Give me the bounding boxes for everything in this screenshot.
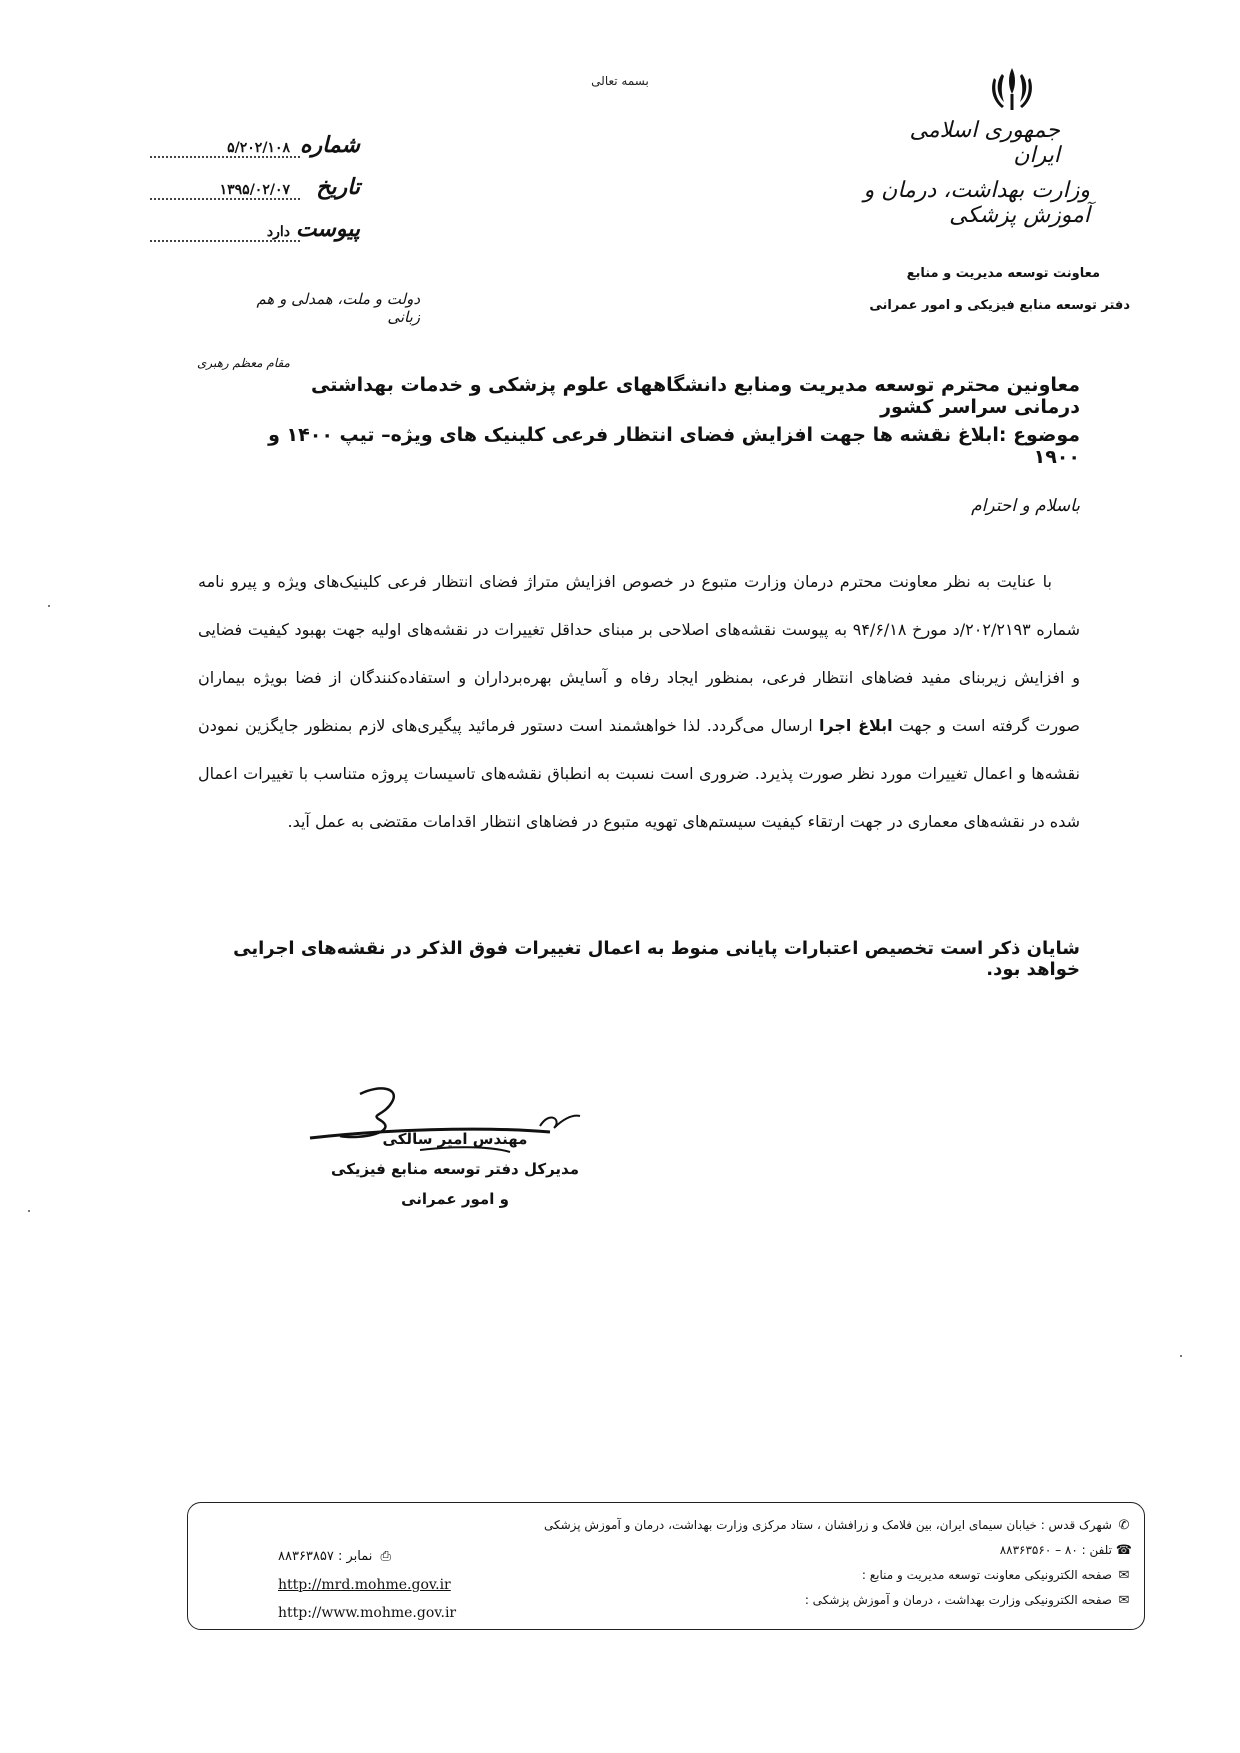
republic-title: جمهوری اسلامی ایران xyxy=(909,118,1060,168)
number-value: ۵/۲۰۲/۱۰۸ xyxy=(150,140,300,158)
email-icon: ✉ xyxy=(1118,1593,1130,1608)
greeting: باسلام و احترام xyxy=(971,496,1080,516)
fax-icon: ⎙ xyxy=(380,1549,391,1564)
fax-row xyxy=(278,1543,498,1571)
signature-block xyxy=(330,1124,580,1214)
letter-meta xyxy=(150,132,360,258)
department-block xyxy=(800,258,1130,322)
footer-deputy-site-row xyxy=(492,1563,1132,1588)
signer-name: مهندس امیر سالکی xyxy=(382,1130,528,1148)
body-paragraph xyxy=(198,558,1080,846)
deputy-name: معاونت توسعه مدیریت و منابع xyxy=(906,266,1100,281)
scan-speck xyxy=(48,605,50,607)
phone-icon: ☎ xyxy=(1115,1543,1132,1558)
footer-phone: تلفن : ۸۰ – ۸۸۳۶۳۵۶۰ xyxy=(999,1543,1112,1557)
date-label: تاریخ xyxy=(316,174,360,200)
deputy-url-link[interactable]: http://mrd.mohme.gov.ir xyxy=(278,1577,451,1593)
footer-address-row xyxy=(492,1513,1132,1538)
email-icon: ✉ xyxy=(1118,1568,1130,1583)
scan-speck xyxy=(28,1210,30,1212)
footer-contact xyxy=(492,1513,1132,1613)
letter-body xyxy=(198,558,1080,846)
annual-slogan: دولت و ملت، همدلی و هم زبانی xyxy=(256,290,420,326)
fax-number: نمابر : ۸۸۳۶۳۸۵۷ xyxy=(278,1549,373,1564)
ministry-header xyxy=(860,118,1090,228)
subject-line: موضوع :ابلاغ نقشه ها جهت افزایش فضای انتظار فرعی کلینیک های ویژه– تیپ ۱۴۰۰ و ۱۹۰۰ xyxy=(268,424,1080,468)
footer-deputy-site: صفحه الکترونیکی معاونت توسعه مدیریت و منابع : xyxy=(861,1568,1112,1582)
slogan-attribution: مقام معظم رهبری xyxy=(196,356,290,370)
closing-note: شایان ذکر است تخصیص اعتبارات پایانی منوط به اعمال تغییرات فوق الذکر در نقشه‌های اجرایی خواهد بود. xyxy=(233,938,1080,980)
attachment-label: پیوست xyxy=(295,216,360,242)
attachment-row xyxy=(150,216,360,258)
scan-speck xyxy=(1180,1355,1182,1357)
ministry-title: وزارت بهداشت، درمان و آموزش پزشکی xyxy=(863,178,1090,228)
number-row xyxy=(150,132,360,174)
date-value: ۱۳۹۵/۰۲/۰۷ xyxy=(150,182,300,200)
footer-box xyxy=(187,1502,1145,1630)
ministry-url-link[interactable]: http://www.mohme.gov.ir xyxy=(278,1605,457,1621)
bismillah: بسمه تعالی xyxy=(591,74,649,88)
office-name: دفتر توسعه منابع فیزیکی و امور عمرانی xyxy=(869,298,1130,313)
addressee: معاونین محترم توسعه مدیریت ومنابع دانشگاههای علوم پزشکی و خدمات بهداشتی درمانی سراسر کشور xyxy=(311,374,1080,418)
number-label: شماره xyxy=(299,132,360,158)
date-row xyxy=(150,174,360,216)
attachment-value: دارد xyxy=(150,224,300,242)
footer-phone-row xyxy=(492,1538,1132,1563)
iran-emblem-icon xyxy=(990,64,1034,114)
body-text-part2: ارسال می‌گردد. لذا خواهشمند است دستور فرمائید پیگیری‌های لازم بمنظور جایگزین نمودن نقشه‌ها و اعمال تغییرات مورد نظر صورت پذیرد. ضروری است نسبت به انطباق نقشه‌های تاسیسات پروژه متناسب با تغییرات اعمال شده در نقشه‌های معماری در جهت ارتقاء کیفیت سیستم‌های تهویه متبوع در فضاهای انتظار اقدامات مقتضی به عمل آید. xyxy=(198,716,1080,831)
footer-address: شهرک قدس : خیابان سیمای ایران، بین فلامک و زرافشان ، ستاد مرکزی وزارت بهداشت، درمان و آموزش پزشکی xyxy=(543,1518,1112,1532)
footer-ministry-site: صفحه الکترونیکی وزارت بهداشت ، درمان و آموزش پزشکی : xyxy=(804,1593,1112,1607)
footer-links xyxy=(278,1543,498,1627)
footer-ministry-site-row xyxy=(492,1588,1132,1613)
body-emphasis: ابلاغ اجرا xyxy=(818,716,893,735)
signer-title: مدیرکل دفتر توسعه منابع فیزیکی xyxy=(331,1160,579,1178)
body-text-part1: با عنایت به نظر معاونت محترم درمان وزارت متبوع در خصوص افزایش متراژ فضای انتظار فرعی کلینیک‌های ویژه و پیرو نامه شماره ۲۰۲/۲۱۹۳/د مورخ ۹۴/۶/۱۸ به پیوست نقشه‌های اصلاحی بر مبنای حداقل تغییرات در نقشه‌های اولیه جهت بهبود کیفیت فضایی و افزایش زیربنای مفید فضاهای انتظار فرعی، بمنظور ایجاد رفاه و آسایش بهره‌برداران و استفاده‌کنندگان از فضا بویژه بیماران صورت گرفته است و جهت xyxy=(198,572,1080,735)
address-icon: ✆ xyxy=(1118,1518,1130,1533)
signer-title-cont: و امور عمرانی xyxy=(401,1190,509,1208)
